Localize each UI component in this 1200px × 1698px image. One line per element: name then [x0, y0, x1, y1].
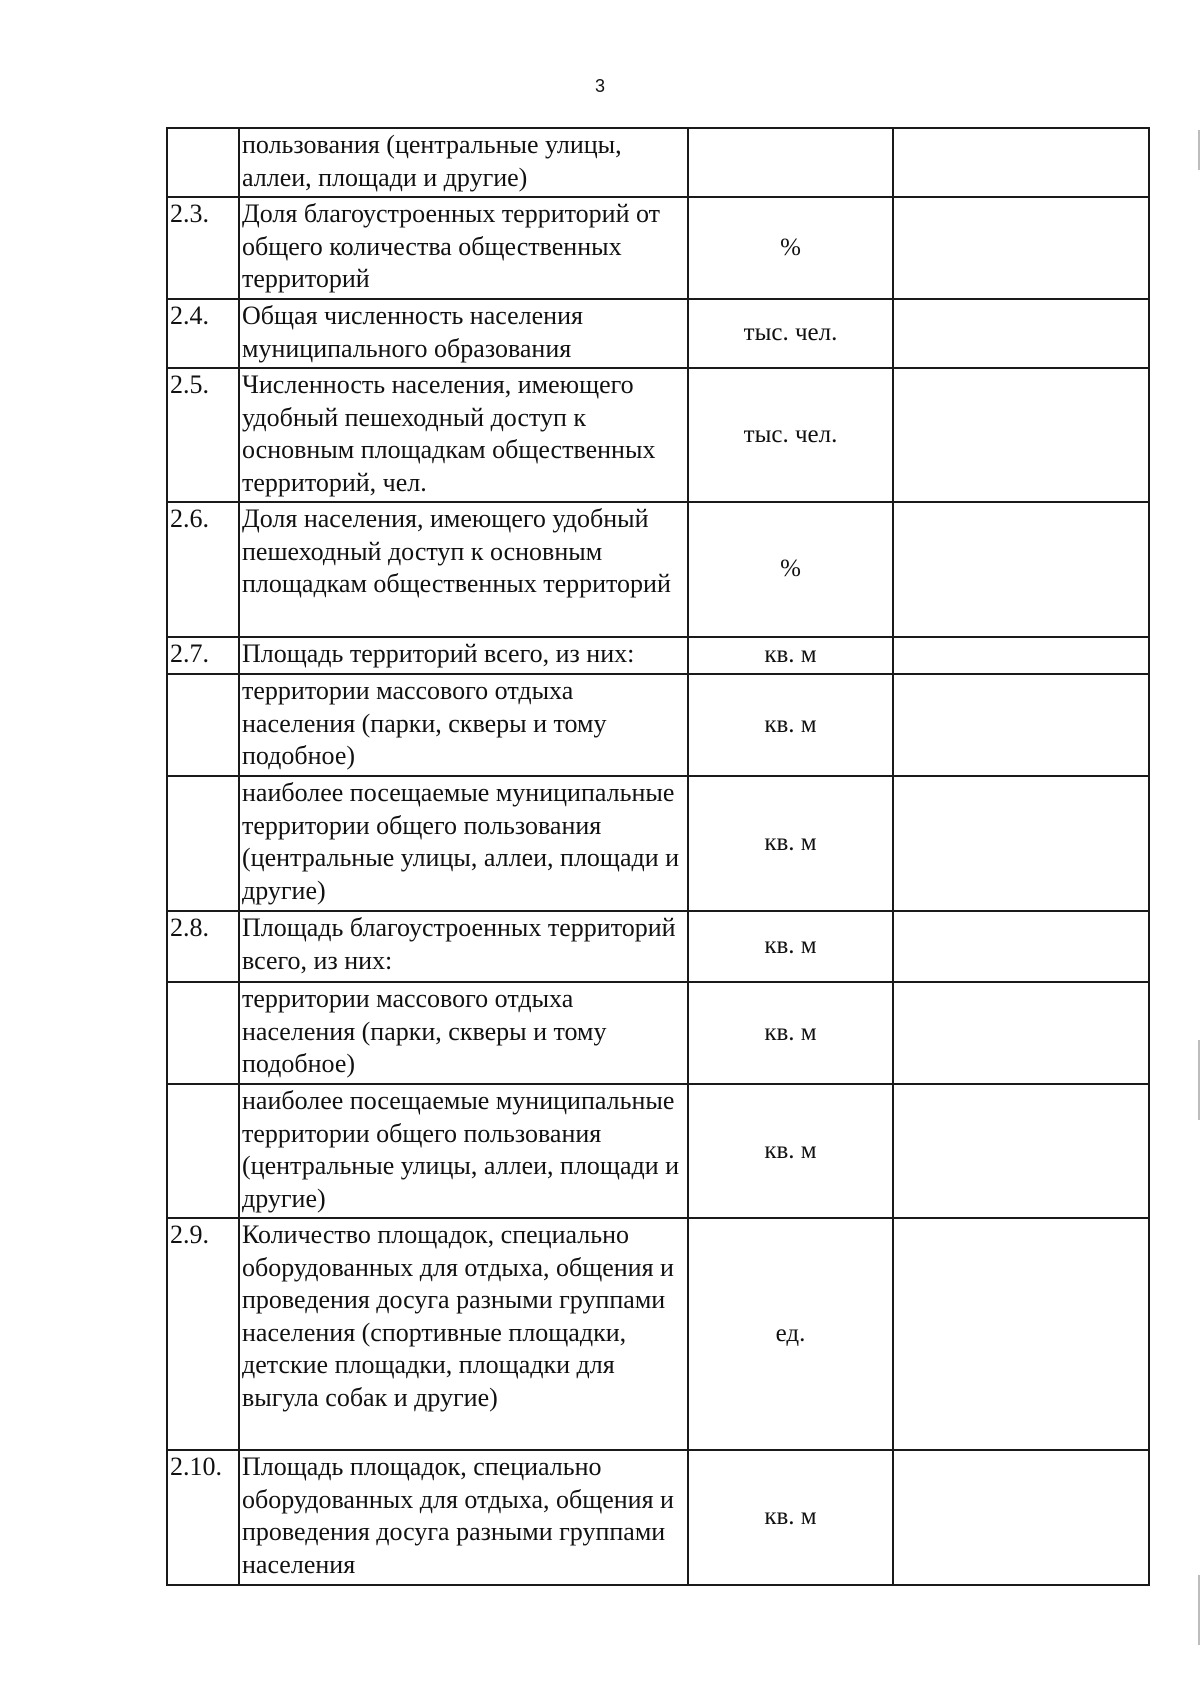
unit-cell: кв. м	[688, 776, 893, 911]
indicator-name: наиболее посещаемые муниципальные территории общего пользования (центральные улицы, аллеи, площади и другие)	[239, 1084, 688, 1218]
table-row	[167, 1450, 1149, 1585]
row-number: 2.9.	[167, 1218, 239, 1450]
value-cell	[893, 128, 1149, 197]
indicator-name: Доля населения, имеющего удобный пешеходный доступ к основным площадкам общественных территорий	[239, 502, 688, 637]
row-number: 2.5.	[167, 368, 239, 502]
indicator-name: Площадь площадок, специально оборудованных для отдыха, общения и проведения досуга разными группами населения	[239, 1450, 688, 1585]
value-cell	[893, 1084, 1149, 1218]
table-row	[167, 128, 1149, 197]
unit-cell: %	[688, 197, 893, 299]
row-number	[167, 1084, 239, 1218]
indicator-name: Площадь территорий всего, из них:	[239, 637, 688, 674]
value-cell	[893, 197, 1149, 299]
indicators-table	[166, 127, 1150, 1586]
indicator-name: Площадь благоустроенных территорий всего, из них:	[239, 911, 688, 982]
value-cell	[893, 911, 1149, 982]
value-cell	[893, 1218, 1149, 1450]
value-cell	[893, 299, 1149, 368]
table-row	[167, 911, 1149, 982]
indicator-name: пользования (центральные улицы, аллеи, площади и другие)	[239, 128, 688, 197]
table-row	[167, 776, 1149, 911]
unit-cell: кв. м	[688, 911, 893, 982]
value-cell	[893, 1450, 1149, 1585]
indicator-name: Доля благоустроенных территорий от общего количества общественных территорий	[239, 197, 688, 299]
page-number: 3	[594, 76, 605, 96]
row-number	[167, 674, 239, 776]
unit-cell: кв. м	[688, 674, 893, 776]
indicator-name: Количество площадок, специально оборудованных для отдыха, общения и проведения досуга разными группами населения (спортивные площадки, детские площадки, площадки для выгула собак и другие)	[239, 1218, 688, 1450]
row-number	[167, 982, 239, 1084]
row-number: 2.3.	[167, 197, 239, 299]
value-cell	[893, 637, 1149, 674]
table-row	[167, 502, 1149, 637]
table-row	[167, 1218, 1149, 1450]
value-cell	[893, 776, 1149, 911]
row-number: 2.7.	[167, 637, 239, 674]
indicator-name: территории массового отдыха населения (парки, скверы и тому подобное)	[239, 674, 688, 776]
table-row	[167, 637, 1149, 674]
unit-cell: кв. м	[688, 1084, 893, 1218]
row-number: 2.8.	[167, 911, 239, 982]
indicator-name: Общая численность населения муниципального образования	[239, 299, 688, 368]
indicator-name: наиболее посещаемые муниципальные территории общего пользования (центральные улицы, аллеи, площади и другие)	[239, 776, 688, 911]
value-cell	[893, 982, 1149, 1084]
unit-cell: кв. м	[688, 637, 893, 674]
row-number	[167, 128, 239, 197]
unit-cell: тыс. чел.	[688, 299, 893, 368]
unit-cell: тыс. чел.	[688, 368, 893, 502]
table-row	[167, 982, 1149, 1084]
table-row	[167, 197, 1149, 299]
indicator-name: территории массового отдыха населения (парки, скверы и тому подобное)	[239, 982, 688, 1084]
table-row	[167, 299, 1149, 368]
value-cell	[893, 368, 1149, 502]
indicator-name: Численность населения, имеющего удобный пешеходный доступ к основным площадкам общественных территорий, чел.	[239, 368, 688, 502]
unit-cell: %	[688, 502, 893, 637]
table-row	[167, 674, 1149, 776]
row-number	[167, 776, 239, 911]
unit-cell: кв. м	[688, 1450, 893, 1585]
unit-cell	[688, 128, 893, 197]
row-number: 2.6.	[167, 502, 239, 637]
value-cell	[893, 502, 1149, 637]
unit-cell: ед.	[688, 1218, 893, 1450]
table-row	[167, 368, 1149, 502]
row-number: 2.4.	[167, 299, 239, 368]
value-cell	[893, 674, 1149, 776]
row-number: 2.10.	[167, 1450, 239, 1585]
table-row	[167, 1084, 1149, 1218]
unit-cell: кв. м	[688, 982, 893, 1084]
